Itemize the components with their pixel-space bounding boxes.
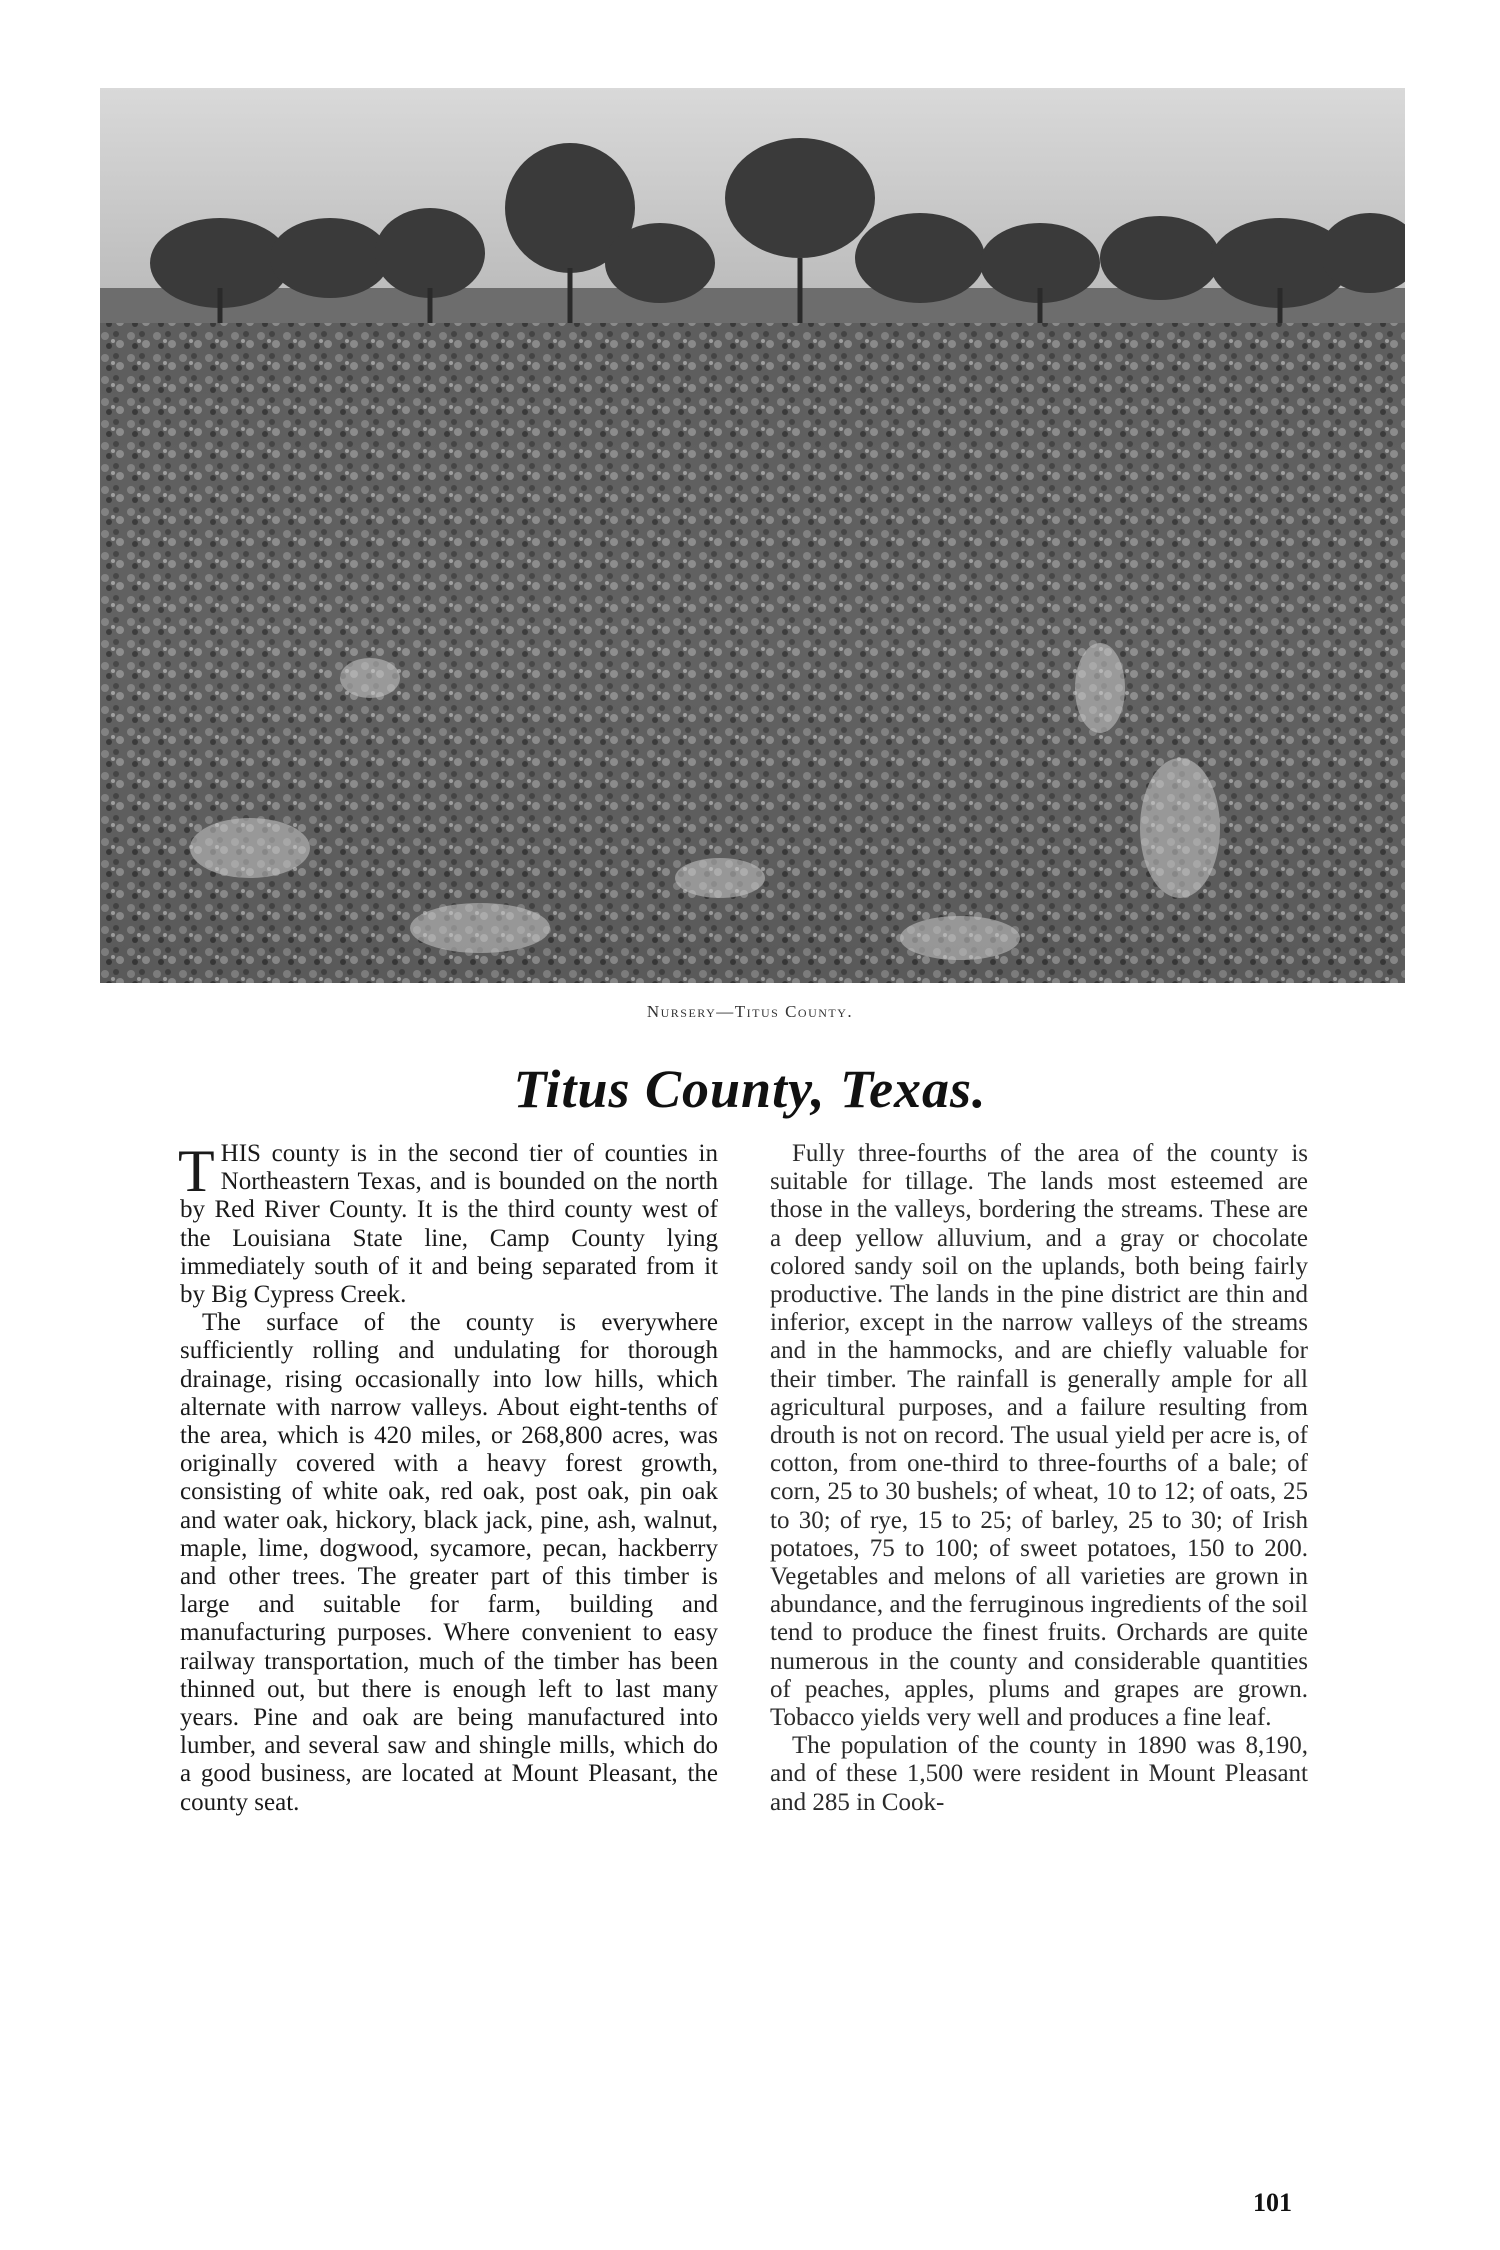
article-paragraph: The surface of the county is everywhere sufficiently rolling and undulating for thorough drainage, rising occasionally into low hills, which alternate with narrow valleys. About eight-tenths of the area, which is 420 miles, or 268,800 acres, was originally covered with a heavy forest growth, consisting of white oak, red oak, post oak, pin oak and water oak, hickory, black jack, pine, ash, walnut, maple, lime, dogwood, sycamore, pecan, hackberry and other trees. The greater part of this timber is large and suitable for farm, building and manufacturing purposes. Where convenient to easy railway transportation, much of the timber has been thinned out, but there is enough left to last many years. Pine and oak are being manufactured into lumber, and several saw and shingle mills, which do a good business, are located at Mount Pleasant, the county seat. (180, 1309, 718, 1816)
drop-cap: T (178, 1138, 215, 1204)
article-title: Titus County, Texas. (513, 1059, 987, 1119)
article-paragraph: Fully three-fourths of the area of the county is suitable for tillage. The lands most esteemed are those in the valleys, bordering the streams. These are a deep yellow alluvium, and a gray or chocolate colored sandy soil on the uplands, both being fairly productive. The lands in the pine district are thin and inferior, except in the narrow valleys of the streams and in the hammocks, and are chiefly valuable for their timber. The rainfall is generally ample for all agricultural purposes, and a failure resulting from drouth is not on record. The usual yield per acre is, of cotton, from one-third to three-fourths of a bale; of corn, 25 to 30 bushels; of wheat, 10 to 12; of oats, 25 to 30; of rye, 15 to 25; of barley, 25 to 30; of Irish potatoes, 75 to 100; of sweet potatoes, 150 to 200. Vegetables and melons of all varieties are grown in abundance, and the ferruginous ingredients of the soil tend to produce the finest fruits. Orchards are quite numerous in the county and considerable quantities of peaches, apples, plums and grapes are grown. Tobacco yields very well and produces a fine leaf. (770, 1140, 1308, 1732)
nursery-photograph (100, 88, 1405, 983)
article-column-right (770, 1140, 1308, 1817)
article-paragraph: The population of the county in 1890 was 8,190, and of these 1,500 were resident in Mount Pleasant and 285 in Cook- (770, 1732, 1308, 1816)
page-number: 101 (1253, 2188, 1292, 2217)
article-column-left (180, 1140, 718, 1817)
photo-caption: Nursery—Titus County. (646, 1002, 854, 1021)
paragraph-text: HIS county is in the second tier of counties in Northeastern Texas, and is bounded on the north by Red River County. It is the third county west of the Louisiana State line, Camp County lying immediately south of it and being separated from it by Big Cypress Creek. (180, 1140, 718, 1309)
nursery-field-image (100, 88, 1405, 983)
article-paragraph (180, 1140, 718, 1309)
